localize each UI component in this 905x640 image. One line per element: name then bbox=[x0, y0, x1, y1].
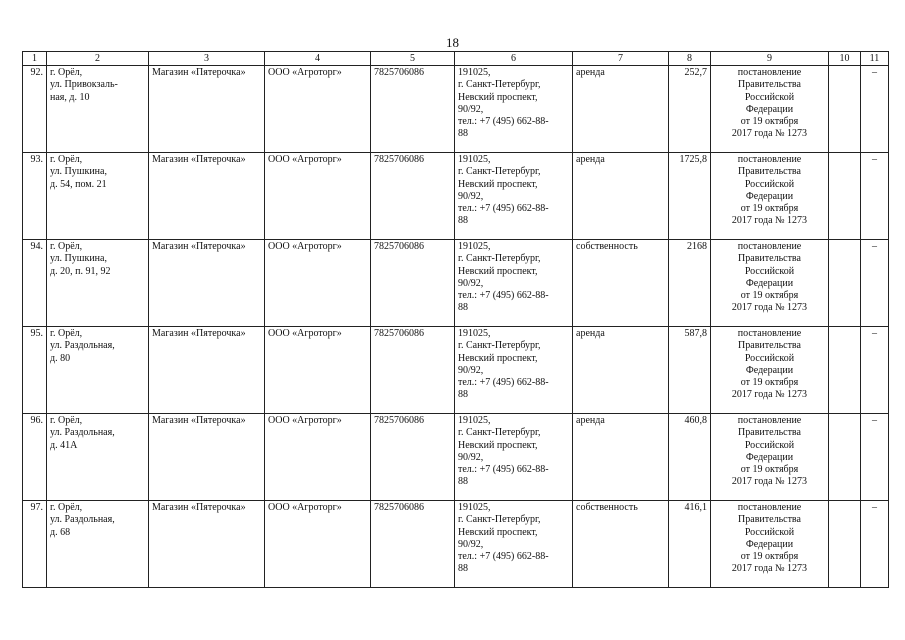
owner-inn: 7825706086 bbox=[371, 66, 455, 153]
table-row bbox=[23, 327, 889, 414]
col11-cell: – bbox=[861, 240, 889, 327]
col10-cell bbox=[829, 501, 861, 588]
owner-address: 191025, г. Санкт-Петербург, Невский проспект, 90/92, тел.: +7 (495) 662-88- 88 bbox=[455, 327, 573, 414]
legal-basis: постановление Правительства Российской Федерации от 19 октября 2017 года № 1273 bbox=[711, 414, 829, 501]
owner-address: 191025, г. Санкт-Петербург, Невский проспект, 90/92, тел.: +7 (495) 662-88- 88 bbox=[455, 501, 573, 588]
area-value: 460,8 bbox=[669, 414, 711, 501]
col11-cell: – bbox=[861, 501, 889, 588]
row-number: 97. bbox=[23, 501, 47, 588]
col10-cell bbox=[829, 327, 861, 414]
area-value: 2168 bbox=[669, 240, 711, 327]
legal-basis: постановление Правительства Российской Федерации от 19 октября 2017 года № 1273 bbox=[711, 66, 829, 153]
column-header: 10 bbox=[829, 52, 861, 66]
object-name: Магазин «Пятерочка» bbox=[149, 153, 265, 240]
object-address: г. Орёл, ул. Пушкина, д. 54, пом. 21 bbox=[47, 153, 149, 240]
object-name: Магазин «Пятерочка» bbox=[149, 414, 265, 501]
column-header: 4 bbox=[265, 52, 371, 66]
object-address: г. Орёл, ул. Привокзаль- ная, д. 10 bbox=[47, 66, 149, 153]
owner-inn: 7825706086 bbox=[371, 327, 455, 414]
owner-name: ООО «Агроторг» bbox=[265, 153, 371, 240]
area-value: 1725,8 bbox=[669, 153, 711, 240]
owner-inn: 7825706086 bbox=[371, 501, 455, 588]
table-row bbox=[23, 153, 889, 240]
row-number: 93. bbox=[23, 153, 47, 240]
row-number: 96. bbox=[23, 414, 47, 501]
page-number: 18 bbox=[446, 35, 459, 50]
col10-cell bbox=[829, 66, 861, 153]
object-address: г. Орёл, ул. Раздольная, д. 68 bbox=[47, 501, 149, 588]
owner-address: 191025, г. Санкт-Петербург, Невский проспект, 90/92, тел.: +7 (495) 662-88- 88 bbox=[455, 240, 573, 327]
area-value: 416,1 bbox=[669, 501, 711, 588]
right-type: аренда bbox=[573, 66, 669, 153]
registry-table bbox=[22, 51, 889, 588]
column-header: 3 bbox=[149, 52, 265, 66]
owner-inn: 7825706086 bbox=[371, 414, 455, 501]
col10-cell bbox=[829, 240, 861, 327]
column-header: 6 bbox=[455, 52, 573, 66]
legal-basis: постановление Правительства Российской Федерации от 19 октября 2017 года № 1273 bbox=[711, 327, 829, 414]
object-name: Магазин «Пятерочка» bbox=[149, 240, 265, 327]
object-address: г. Орёл, ул. Пушкина, д. 20, п. 91, 92 bbox=[47, 240, 149, 327]
object-name: Магазин «Пятерочка» bbox=[149, 501, 265, 588]
column-header: 1 bbox=[23, 52, 47, 66]
legal-basis: постановление Правительства Российской Федерации от 19 октября 2017 года № 1273 bbox=[711, 240, 829, 327]
owner-address: 191025, г. Санкт-Петербург, Невский проспект, 90/92, тел.: +7 (495) 662-88- 88 bbox=[455, 153, 573, 240]
object-name: Магазин «Пятерочка» bbox=[149, 327, 265, 414]
row-number: 94. bbox=[23, 240, 47, 327]
column-header: 7 bbox=[573, 52, 669, 66]
right-type: аренда bbox=[573, 327, 669, 414]
column-header: 5 bbox=[371, 52, 455, 66]
table-row bbox=[23, 501, 889, 588]
col11-cell: – bbox=[861, 153, 889, 240]
right-type: собственность bbox=[573, 240, 669, 327]
column-header: 9 bbox=[711, 52, 829, 66]
table-row bbox=[23, 240, 889, 327]
col11-cell: – bbox=[861, 327, 889, 414]
row-number: 95. bbox=[23, 327, 47, 414]
right-type: аренда bbox=[573, 153, 669, 240]
col11-cell: – bbox=[861, 66, 889, 153]
column-header: 2 bbox=[47, 52, 149, 66]
right-type: собственность bbox=[573, 501, 669, 588]
row-number: 92. bbox=[23, 66, 47, 153]
area-value: 252,7 bbox=[669, 66, 711, 153]
object-name: Магазин «Пятерочка» bbox=[149, 66, 265, 153]
owner-name: ООО «Агроторг» bbox=[265, 240, 371, 327]
owner-name: ООО «Агроторг» bbox=[265, 66, 371, 153]
owner-name: ООО «Агроторг» bbox=[265, 501, 371, 588]
col11-cell: – bbox=[861, 414, 889, 501]
right-type: аренда bbox=[573, 414, 669, 501]
owner-name: ООО «Агроторг» bbox=[265, 327, 371, 414]
owner-inn: 7825706086 bbox=[371, 153, 455, 240]
owner-name: ООО «Агроторг» bbox=[265, 414, 371, 501]
legal-basis: постановление Правительства Российской Федерации от 19 октября 2017 года № 1273 bbox=[711, 153, 829, 240]
owner-address: 191025, г. Санкт-Петербург, Невский проспект, 90/92, тел.: +7 (495) 662-88- 88 bbox=[455, 66, 573, 153]
object-address: г. Орёл, ул. Раздольная, д. 80 bbox=[47, 327, 149, 414]
header-row bbox=[23, 52, 889, 66]
column-header: 11 bbox=[861, 52, 889, 66]
owner-inn: 7825706086 bbox=[371, 240, 455, 327]
owner-address: 191025, г. Санкт-Петербург, Невский проспект, 90/92, тел.: +7 (495) 662-88- 88 bbox=[455, 414, 573, 501]
area-value: 587,8 bbox=[669, 327, 711, 414]
table-row bbox=[23, 414, 889, 501]
object-address: г. Орёл, ул. Раздольная, д. 41А bbox=[47, 414, 149, 501]
legal-basis: постановление Правительства Российской Федерации от 19 октября 2017 года № 1273 bbox=[711, 501, 829, 588]
col10-cell bbox=[829, 414, 861, 501]
column-header: 8 bbox=[669, 52, 711, 66]
col10-cell bbox=[829, 153, 861, 240]
table-row bbox=[23, 66, 889, 153]
